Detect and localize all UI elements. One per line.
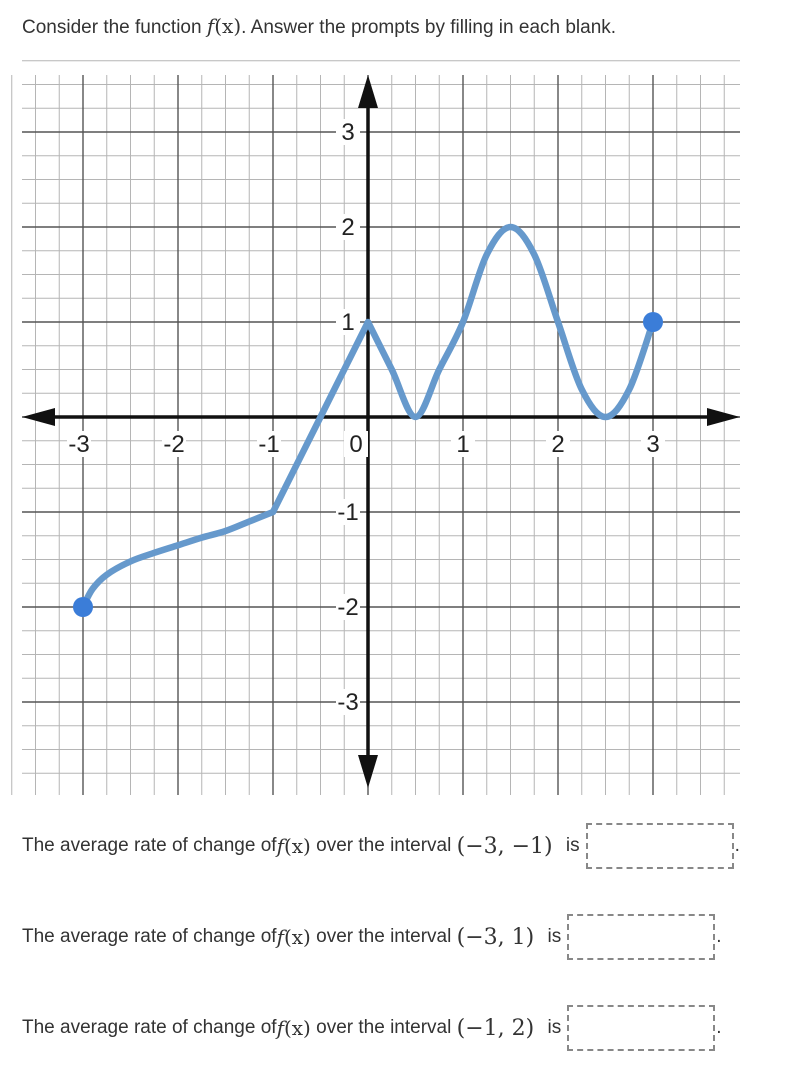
minor-grid <box>12 61 740 795</box>
x-axis-arrow-left <box>22 408 55 426</box>
x-tick-label: 1 <box>456 431 470 458</box>
instructions <box>22 14 616 39</box>
prompt-1-mid: over the interval <box>310 835 457 856</box>
prompt-3-fn: f <box>276 1016 284 1040</box>
answer-input-3[interactable] <box>567 1005 715 1051</box>
y-tick-label: 1 <box>341 309 355 336</box>
prompt-1-interval: (−3, −1) <box>456 833 553 859</box>
prompt-2 <box>22 914 721 960</box>
prompt-3-var: (x) <box>283 1016 311 1040</box>
prompt-1-text: The average rate of change of <box>22 835 277 856</box>
prompt-1-is: is <box>560 835 580 856</box>
x-axis-arrow-right <box>707 408 740 426</box>
x-tick-label: 0 <box>349 431 363 458</box>
y-tick-label: -2 <box>337 594 359 621</box>
axes <box>22 75 740 788</box>
prompt-1-var: (x) <box>283 834 311 858</box>
instructions-before: Consider the function <box>22 17 207 38</box>
right-endpoint-dot <box>643 312 663 332</box>
prompt-3-mid: over the interval <box>310 1017 457 1038</box>
prompt-3-is: is <box>542 1017 562 1038</box>
y-tick-label: -1 <box>337 499 359 526</box>
prompt-1 <box>22 823 740 869</box>
y-axis-arrow-down <box>358 755 378 788</box>
prompt-3 <box>22 1005 721 1051</box>
prompt-1-fn: f <box>276 834 284 858</box>
prompt-2-is: is <box>542 926 562 947</box>
x-tick-label: -1 <box>258 431 280 458</box>
function-var: (x) <box>214 14 242 38</box>
y-tick-label: -3 <box>337 689 359 716</box>
x-tick-label: 3 <box>646 431 660 458</box>
prompt-1-period: . <box>734 835 740 856</box>
left-endpoint-dot <box>73 597 93 617</box>
prompt-2-var: (x) <box>283 925 311 949</box>
instructions-after: . Answer the prompts by filling in each blank. <box>241 17 617 38</box>
prompt-2-interval: (−3, 1) <box>456 924 535 950</box>
y-tick-label: 3 <box>341 119 355 146</box>
prompt-2-fn: f <box>276 925 284 949</box>
prompt-2-text: The average rate of change of <box>22 926 277 947</box>
prompt-3-text: The average rate of change of <box>22 1017 277 1038</box>
x-tick-label: 2 <box>551 431 565 458</box>
answer-input-2[interactable] <box>567 914 715 960</box>
prompt-3-period: . <box>716 1017 722 1038</box>
answer-input-1[interactable] <box>586 823 734 869</box>
function-graph <box>0 60 760 805</box>
x-tick-label: -2 <box>163 431 185 458</box>
x-tick-labels <box>67 431 665 458</box>
y-axis-arrow-up <box>358 75 378 108</box>
prompt-2-period: . <box>716 926 722 947</box>
major-grid <box>22 75 740 795</box>
x-tick-label: -3 <box>68 431 90 458</box>
function-name: f <box>206 14 215 38</box>
prompt-2-mid: over the interval <box>310 926 457 947</box>
y-tick-label: 2 <box>341 214 355 241</box>
prompt-3-interval: (−1, 2) <box>456 1015 535 1041</box>
